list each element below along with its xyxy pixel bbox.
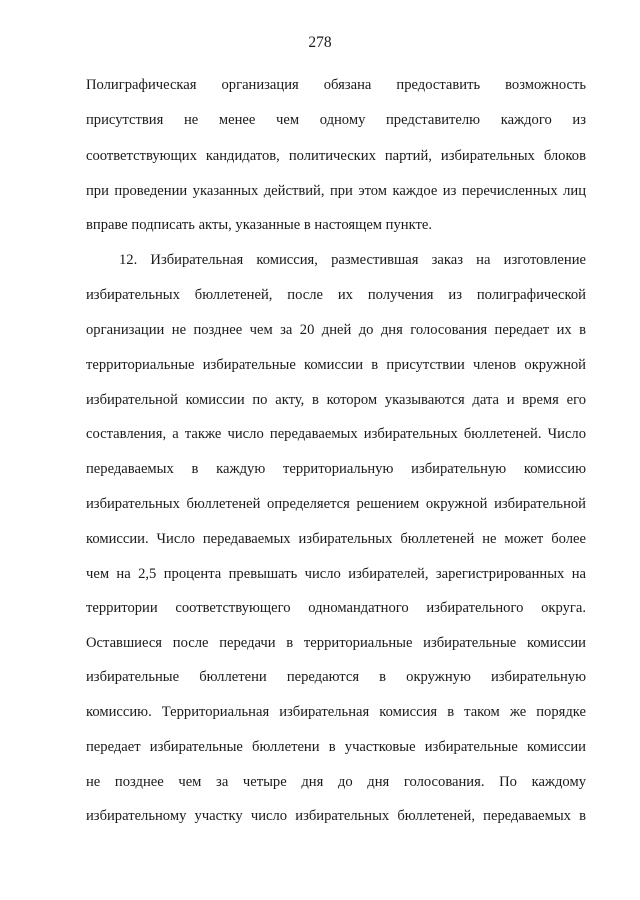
paragraph-2-line-9: комиссии. Число передаваемых избирательных бюллетеней не может более xyxy=(86,531,586,547)
paragraph-1-line-4: при проведении указанных действий, при этом каждое из перечисленных лиц xyxy=(86,183,586,199)
paragraph-2-line-14: комиссию. Территориальная избирательная комиссия в таком же порядке xyxy=(86,704,586,720)
paragraph-1-line-3: соответствующих кандидатов, политических партий, избирательных блоков xyxy=(86,148,586,164)
paragraph-2-line-4: территориальные избирательные комиссии в присутствии членов окружной xyxy=(86,357,586,373)
paragraph-2-line-1: 12. Избирательная комиссия, разместившая заказ на изготовление xyxy=(119,252,586,268)
paragraph-2-line-5: избирательной комиссии по акту, в котором указываются дата и время его xyxy=(86,392,586,408)
paragraph-2-line-15: передает избирательные бюллетени в участковые избирательные комиссии xyxy=(86,739,586,755)
paragraph-2-line-10: чем на 2,5 процента превышать число избирателей, зарегистрированных на xyxy=(86,566,586,582)
paragraph-2-line-12: Оставшиеся после передачи в территориальные избирательные комиссии xyxy=(86,635,586,651)
paragraph-1-line-5: вправе подписать акты, указанные в настоящем пункте. xyxy=(86,217,433,233)
paragraph-2-line-8: избирательных бюллетеней определяется решением окружной избирательной xyxy=(86,496,586,512)
paragraph-2-line-3: организации не позднее чем за 20 дней до дня голосования передает их в xyxy=(86,322,586,338)
paragraph-2-line-13: избирательные бюллетени передаются в окружную избирательную xyxy=(86,669,586,685)
paragraph-1-line-1: Полиграфическая организация обязана предоставить возможность xyxy=(86,77,586,93)
paragraph-1-line-2: присутствия не менее чем одному представителю каждого из xyxy=(86,112,586,128)
paragraph-2-line-16: не позднее чем за четыре дня до дня голосования. По каждому xyxy=(86,774,586,790)
paragraph-2-line-2: избирательных бюллетеней, после их получения из полиграфической xyxy=(86,287,586,303)
paragraph-2-line-7: передаваемых в каждую территориальную избирательную комиссию xyxy=(86,461,586,477)
paragraph-2-line-17: избирательному участку число избирательных бюллетеней, передаваемых в xyxy=(86,808,586,824)
page-number: 278 xyxy=(308,34,332,51)
paragraph-2-line-6: составления, а также число передаваемых избирательных бюллетеней. Число xyxy=(86,426,586,442)
paragraph-2-line-11: территории соответствующего одномандатного избирательного округа. xyxy=(86,600,586,616)
